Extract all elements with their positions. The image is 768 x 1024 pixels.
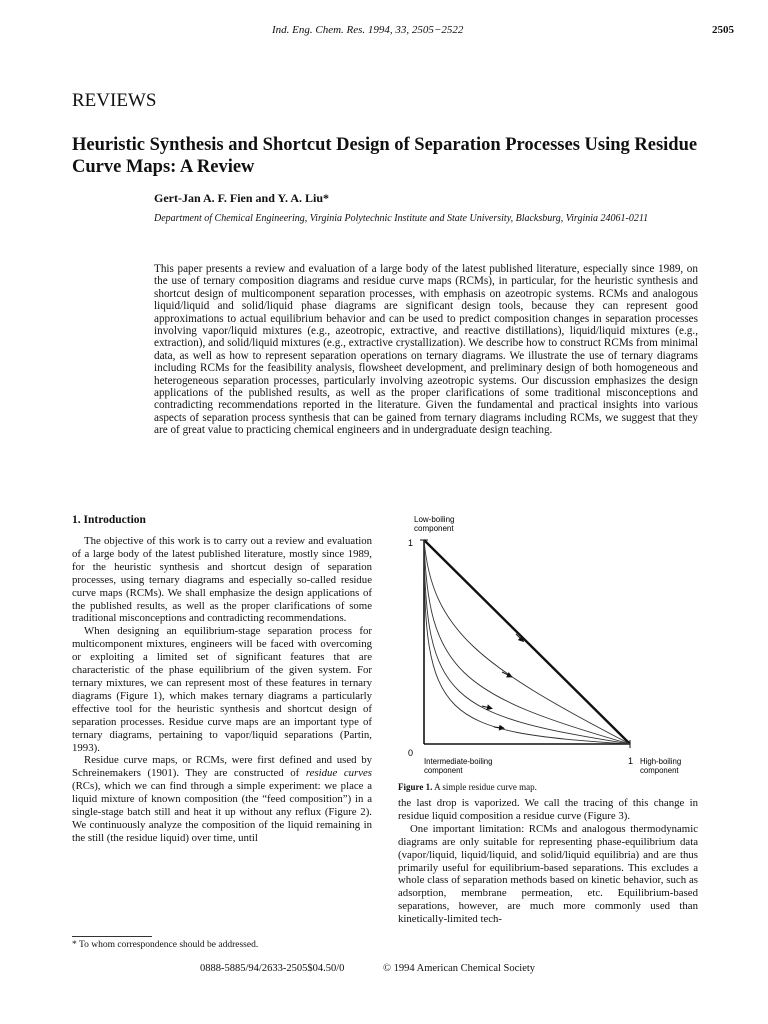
high-boiling-line-2: component	[640, 766, 679, 775]
affiliation: Department of Chemical Engineering, Virginia Polytechnic Institute and State University, Blacksburg, Virginia 24061-0211	[154, 213, 649, 224]
section-heading-introduction: 1. Introduction	[72, 514, 146, 526]
triangle-hypotenuse	[424, 540, 630, 744]
footnote: * To whom correspondence should be addressed.	[72, 940, 259, 950]
axis-label-right: 1	[628, 756, 634, 766]
intro-paragraph-3	[72, 754, 372, 844]
body-column-left	[72, 535, 372, 845]
intermediate-boiling-label	[424, 757, 492, 775]
intro-paragraph-3-end: (RCs), which we can find through a simple experiment: we place a liquid mixture of known composition (the “feed composition”) in a single-stage batch still and heat it up without any reflux (Figure 2). We continuously analyze the composition of the liquid remaining in the still (the residue liquid) over time, until	[72, 780, 372, 844]
article-title: Heuristic Synthesis and Shortcut Design of Separation Processes Using Residue Curve Maps: A Review	[72, 135, 698, 177]
section-label: REVIEWS	[72, 90, 157, 111]
body-column-right	[398, 797, 698, 926]
copyright: © 1994 American Chemical Society	[383, 963, 536, 974]
direction-arrow-4	[494, 727, 502, 728]
journal-citation: Ind. Eng. Chem. Res. 1994, 33, 2505−2522	[272, 24, 464, 36]
intro-paragraph-1: The objective of this work is to carry out a review and evaluation of a large body of the latest published literature, mostly since 1989, for the heuristic synthesis and shortcut design of separation processes, using ternary diagrams and especially so-called residue curve maps (RCMs). We shall emphasize the design applications of the published results, as well as the proper clarifications of some traditional misconceptions and contradicting recommendations.	[72, 535, 372, 625]
figure-caption-text: A simple residue curve map.	[434, 782, 537, 792]
article-code: 0888-5885/94/2633-2505$04.50/0	[200, 963, 345, 974]
figure-1-residue-curve-map	[398, 510, 708, 780]
high-boiling-line-1: High-boiling	[640, 757, 682, 766]
intermediate-line-2: component	[424, 766, 463, 775]
page-number: 2505	[712, 24, 734, 36]
footnote-rule	[72, 936, 152, 937]
intermediate-line-1: Intermediate-boiling	[424, 757, 493, 766]
axis-label-origin: 0	[408, 748, 414, 758]
col2-paragraph-1: the last drop is vaporized. We call the tracing of this change in residue liquid composition a residue curve (Figure 3).	[398, 797, 698, 822]
abstract: This paper presents a review and evaluation of a large body of the latest published literature, especially since 1989, on the use of ternary composition diagrams and residue curve maps (RCMs), in particular, for the heuristic synthesis and shortcut design of multicomponent separation processes, with emphasis on azeotropic systems. RCMs and analogous liquid/liquid and solid/liquid phase diagrams are significant design tools, because they can represent good approximations to actual equilibrium behavior and can be used to predict composition changes in separation processes involving vapor/liquid mixtures (e.g., azeotropic, extractive, and reactive distillations), liquid/liquid mixtures (e.g., extraction), and solid/liquid mixtures (e.g., extractive crystallization). We describe how to construct RCMs from minimal data, as well as how to represent separation operations on ternary diagrams. We illustrate the use of ternary diagrams including RCMs for the feasibility analysis, flowsheet development, and preliminary design of both homogeneous and heterogeneous separation processes, particularly involving azeotropic systems. Our discussion emphasizes the design applications of the published results, as well as the proper clarifications of some traditional misconceptions and contradicting recommendations reported in the literature. Given the fundamental and practical insights into various aspects of separation process synthesis that can be gained from ternary diagrams including RCMs, we suggest that they are of great value to practicing chemical engineers and in undergraduate design teaching.	[154, 263, 698, 437]
figure-label: Figure 1.	[398, 782, 433, 792]
axis-label-top: 1	[408, 538, 414, 548]
emphasis-residue-curves: residue curves	[305, 767, 373, 780]
intro-paragraph-2: When designing an equilibrium-stage separation process for multicomponent mixtures, engineers will be faced with overcoming or exploiting a limited set of significant features that are characteristic of the phase equilibrium of the given system. For ternary mixtures, we can represent most of these features in ternary diagrams (Figure 1), which makes ternary diagrams a particularly effective tool for the heuristic synthesis and shortcut design of separation processes. Residue curve maps are an important type of ternary diagrams, pertaining to vapor/liquid separations (Partin, 1993).	[72, 625, 372, 754]
figure-caption	[398, 782, 537, 792]
high-boiling-label	[640, 757, 681, 775]
col2-paragraph-2: One important limitation: RCMs and analogous thermodynamic diagrams are only suitable for representing phase-equilibrium data (vapor/liquid, liquid/liquid, and solid/liquid equilibria) and are thus primarily useful for equilibrium-based separations. This excludes a whole class of separation methods based on kinetic behavior, such as adsorption, membrane permeation, etc. Equilibrium-based separations, however, are much more commonly used than kinetically-limited tech-	[398, 822, 698, 926]
intro-paragraph-3-start: Residue curve maps, or RCMs, were first defined and used by Schreinemakers (1901). They are constructed of	[72, 754, 372, 780]
low-boiling-line-1: Low-boiling	[414, 515, 455, 524]
low-boiling-line-2: component	[414, 524, 454, 533]
authors: Gert-Jan A. F. Fien and Y. A. Liu*	[154, 191, 330, 205]
low-boiling-label	[414, 515, 454, 533]
